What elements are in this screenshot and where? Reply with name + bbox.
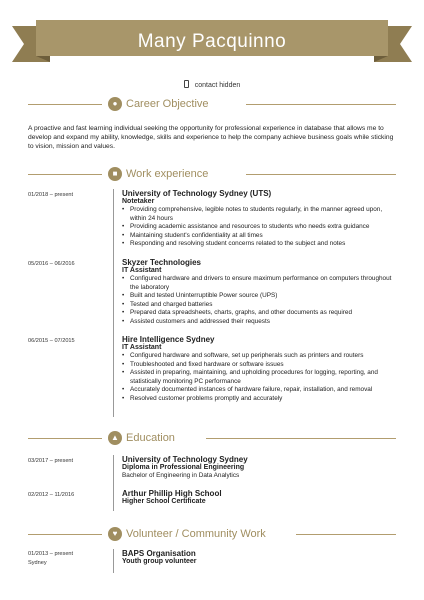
entry-role: Higher School Certificate xyxy=(122,498,206,505)
list-item: • Built and tested Uninterruptible Power source (UPS) xyxy=(122,292,394,301)
entry-subtitle: Bachelor of Engineering in Data Analytics xyxy=(122,472,240,479)
divider xyxy=(246,174,396,175)
list-item: • Configured hardware and drivers to ensure maximum performance on computers throughout the laboratory xyxy=(122,275,394,292)
briefcase-icon: ■ xyxy=(108,167,122,181)
entry-role: IT Assistant xyxy=(122,344,162,351)
divider xyxy=(296,534,396,535)
divider xyxy=(28,438,102,439)
timeline-line xyxy=(113,549,114,573)
timeline-line xyxy=(113,189,114,417)
entry-location: Sydney xyxy=(28,560,47,566)
entry-date: 02/2012 – 11/2016 xyxy=(28,492,75,498)
entry-org: BAPS Organisation xyxy=(122,549,196,558)
divider xyxy=(206,438,396,439)
section-header-volunteer xyxy=(28,527,396,541)
entry-role: Youth group volunteer xyxy=(122,558,197,565)
candidate-name: Many Pacquinno xyxy=(137,31,287,52)
work-entry xyxy=(122,189,394,249)
list-item: • Prepared data spreadsheets, charts, graphs, and other documents as required xyxy=(122,309,394,318)
section-header-career xyxy=(28,97,396,111)
divider xyxy=(246,104,396,105)
work-entry xyxy=(122,335,394,404)
entry-role: Notetaker xyxy=(122,198,155,205)
heart-icon: ♥ xyxy=(108,527,122,541)
list-item: • Assisted in preparing, maintaining, and upholding procedures for logging, reporting, and statistically monitoring PC performance xyxy=(122,369,394,386)
section-header-education xyxy=(28,431,396,445)
graduation-cap-icon: ▲ xyxy=(108,431,122,445)
divider xyxy=(28,534,102,535)
entry-org: Hire Intelligence Sydney xyxy=(122,335,215,344)
entry-date: 03/2017 – present xyxy=(28,458,74,464)
list-item: • Providing academic assistance and resources to students who needs extra guidance xyxy=(122,223,394,232)
section-title: Career Objective xyxy=(126,98,209,110)
entry-org: University of Technology Sydney (UTS) xyxy=(122,189,272,198)
education-entry xyxy=(122,489,394,506)
list-item: • Troubleshooted and fixed hardware or software issues xyxy=(122,361,394,370)
section-title: Work experience xyxy=(126,168,209,180)
timeline-line xyxy=(113,455,114,511)
entry-role: IT Assistant xyxy=(122,267,162,274)
list-item: • Resolved customer problems promptly and accurately xyxy=(122,395,394,404)
entry-org: Skyzer Technologies xyxy=(122,258,201,267)
list-item: • Providing comprehensive, legible notes to students regularly, in the manner agreed upon, within 24 hours xyxy=(122,206,394,223)
entry-role: Diploma in Professional Engineering xyxy=(122,464,245,471)
divider xyxy=(28,174,102,175)
contact-text: contact hidden xyxy=(194,82,241,89)
person-icon: ● xyxy=(108,97,122,111)
entry-org: Arthur Phillip High School xyxy=(122,489,222,498)
phone-icon xyxy=(184,80,189,88)
section-title: Education xyxy=(126,432,175,444)
volunteer-entry xyxy=(122,549,394,566)
list-item: • Tested and charged batteries xyxy=(122,301,394,310)
list-item: • Maintaining student's confidentiality at all times xyxy=(122,232,394,241)
contact-line xyxy=(0,80,424,89)
name-ribbon xyxy=(12,18,412,66)
entry-org: University of Technology Sydney xyxy=(122,455,248,464)
divider xyxy=(28,104,102,105)
entry-date: 01/2013 – present xyxy=(28,551,74,557)
entry-date: 01/2018 – present xyxy=(28,192,74,198)
education-entry xyxy=(122,455,394,480)
list-item: • Responding and resolving student concerns related to the subject and notes xyxy=(122,240,394,249)
list-item: • Accurately documented instances of hardware failure, repair, installation, and removal xyxy=(122,386,394,395)
section-title: Volunteer / Community Work xyxy=(126,528,266,540)
work-entry xyxy=(122,258,394,327)
objective-text: A proactive and fast learning individual seeking the opportunity for professional experience in database that allows me to develop and expand my ability, knowledge, skills and experience to help the company achieve business goals while sticking to vision, mission and values. xyxy=(28,125,394,150)
list-item: • Assisted customers and addressed their requests xyxy=(122,318,394,327)
entry-date: 05/2016 – 06/2016 xyxy=(28,261,75,267)
list-item: • Configured hardware and software, set up peripherals such as printers and routers xyxy=(122,352,394,361)
section-header-work xyxy=(28,167,396,181)
entry-date: 06/2015 – 07/2015 xyxy=(28,338,75,344)
